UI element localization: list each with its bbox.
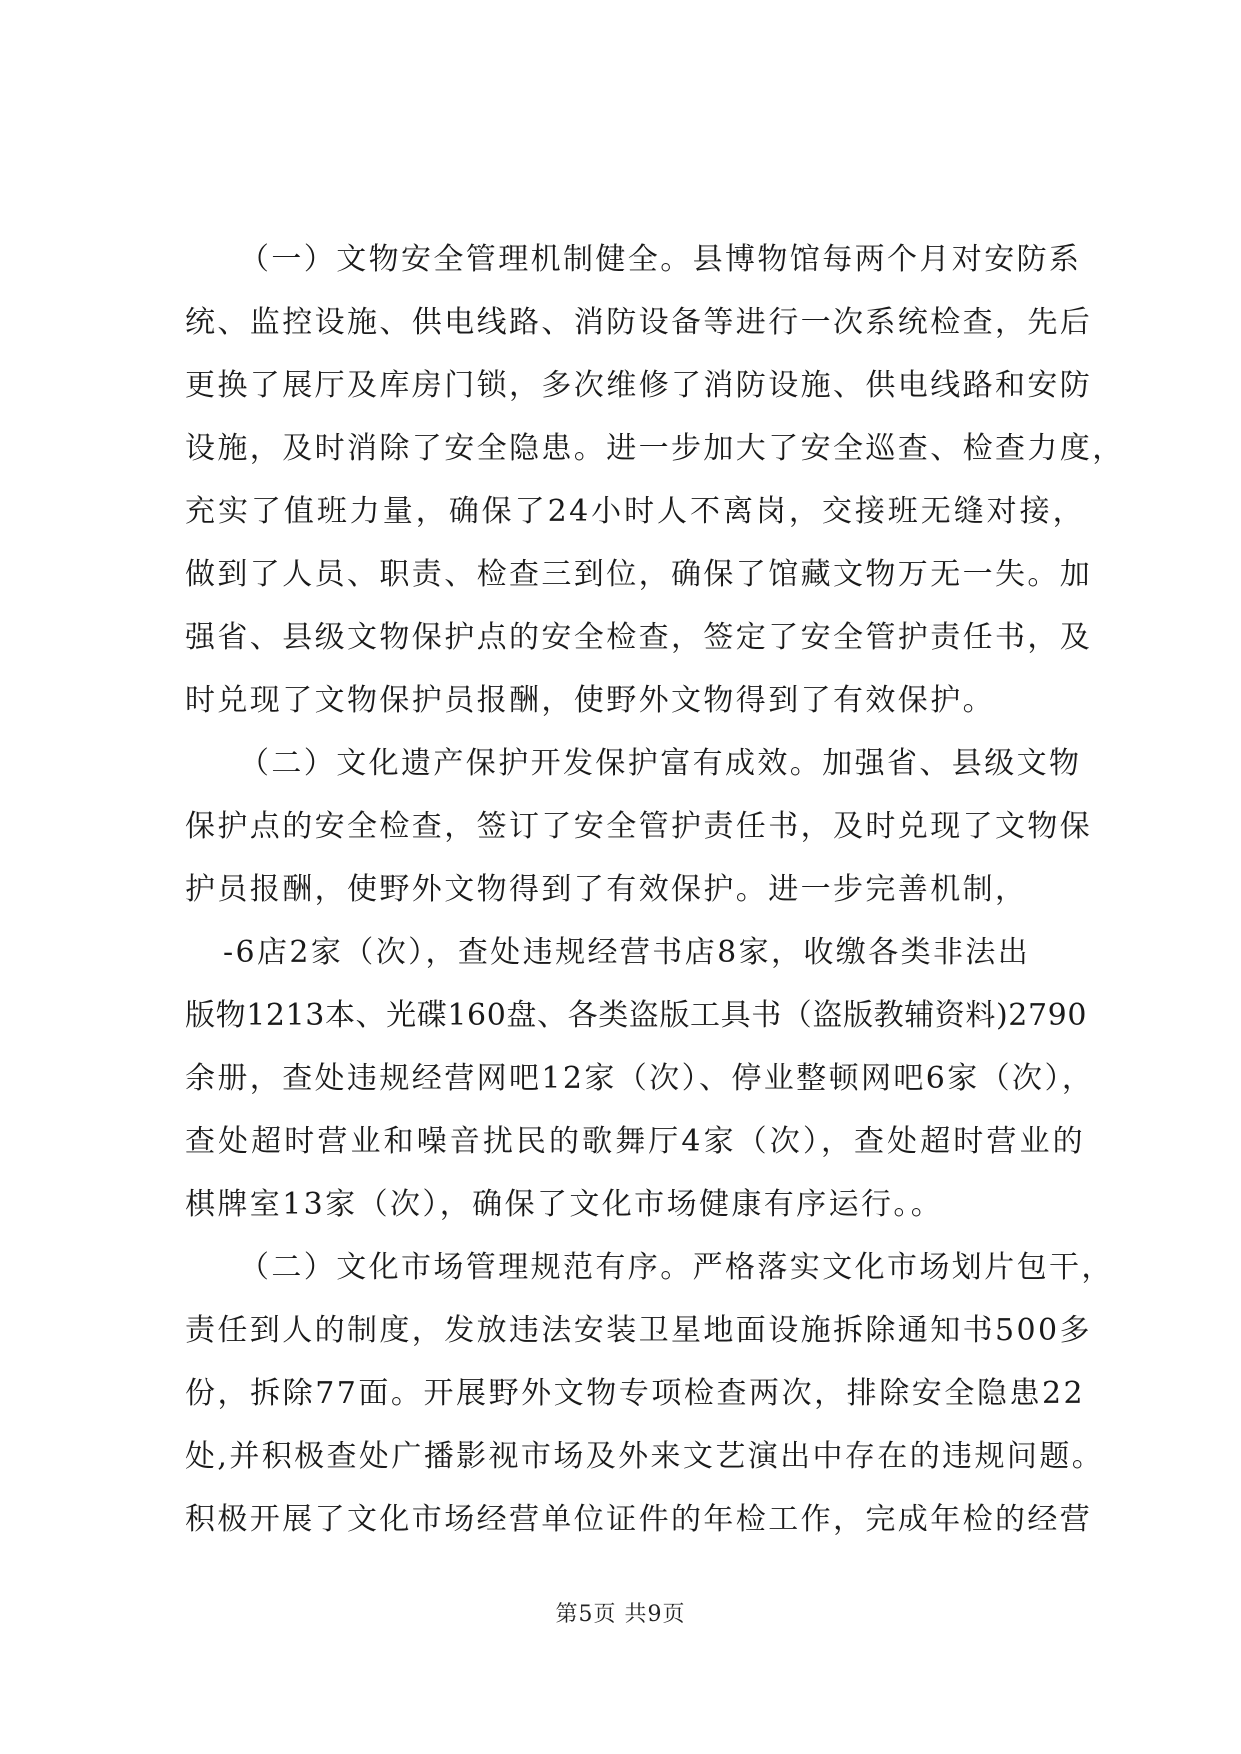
paragraph-line: 棋牌室13家（次），确保了文化市场健康有序运行。。 bbox=[185, 1187, 944, 1222]
paragraph-line: -6店2家（次），查处违规经营书店8家，收缴各类非法出 bbox=[223, 935, 1031, 970]
paragraph-line: 版物1213本、光碟160盘、各类盗版工具书（盗版教辅资料)2790 bbox=[185, 998, 1088, 1033]
paragraph-line: （二）文化市场管理规范有序。严格落实文化市场划片包干， bbox=[239, 1250, 1114, 1285]
paragraph-line: 积极开展了文化市场经营单位证件的年检工作，完成年检的经营 bbox=[185, 1502, 1093, 1537]
paragraph-line: 强省、县级文物保护点的安全检查，签定了安全管护责任书，及 bbox=[185, 620, 1093, 655]
paragraph-line: 余册，查处违规经营网吧12家（次）、停业整顿网吧6家（次）， bbox=[185, 1061, 1095, 1096]
paragraph-1 bbox=[185, 228, 1125, 732]
paragraph-3 bbox=[185, 921, 1095, 1236]
document-body bbox=[185, 228, 1125, 1551]
paragraph-4 bbox=[185, 1236, 1114, 1551]
paragraph-line: 充实了值班力量，确保了24小时人不离岗，交接班无缝对接， bbox=[185, 494, 1085, 529]
paragraph-line: 时兑现了文物保护员报酬，使野外文物得到了有效保护。 bbox=[185, 683, 995, 718]
paragraph-line: （一）文物安全管理机制健全。县博物馆每两个月对安防系 bbox=[239, 242, 1082, 277]
paragraph-line: 更换了展厅及库房门锁，多次维修了消防设施、供电线路和安防 bbox=[185, 368, 1093, 403]
paragraph-line: （二）文化遗产保护开发保护富有成效。加强省、县级文物 bbox=[239, 746, 1082, 781]
paragraph-line: 做到了人员、职责、检查三到位，确保了馆藏文物万无一失。加 bbox=[185, 557, 1093, 592]
paragraph-line: 设施，及时消除了安全隐患。进一步加大了安全巡查、检查力度， bbox=[185, 431, 1125, 466]
paragraph-line: 处,并积极查处广播影视市场及外来文艺演出中存在的违规问题。 bbox=[185, 1439, 1105, 1474]
page-number-footer: 第5页 共9页 bbox=[555, 1602, 686, 1627]
paragraph-line: 份，拆除77面。开展野外文物专项检查两次，排除安全隐患22 bbox=[185, 1376, 1085, 1411]
paragraph-line: 护员报酬，使野外文物得到了有效保护。进一步完善机制， bbox=[185, 872, 1028, 907]
paragraph-line: 查处超时营业和噪音扰民的歌舞厅4家（次），查处超时营业的 bbox=[185, 1124, 1085, 1159]
paragraph-line: 保护点的安全检查，签订了安全管护责任书，及时兑现了文物保 bbox=[185, 809, 1093, 844]
paragraph-2 bbox=[185, 732, 1093, 921]
paragraph-line: 统、监控设施、供电线路、消防设备等进行一次系统检查，先后 bbox=[185, 305, 1093, 340]
paragraph-line: 责任到人的制度，发放违法安装卫星地面设施拆除通知书500多 bbox=[185, 1313, 1092, 1348]
